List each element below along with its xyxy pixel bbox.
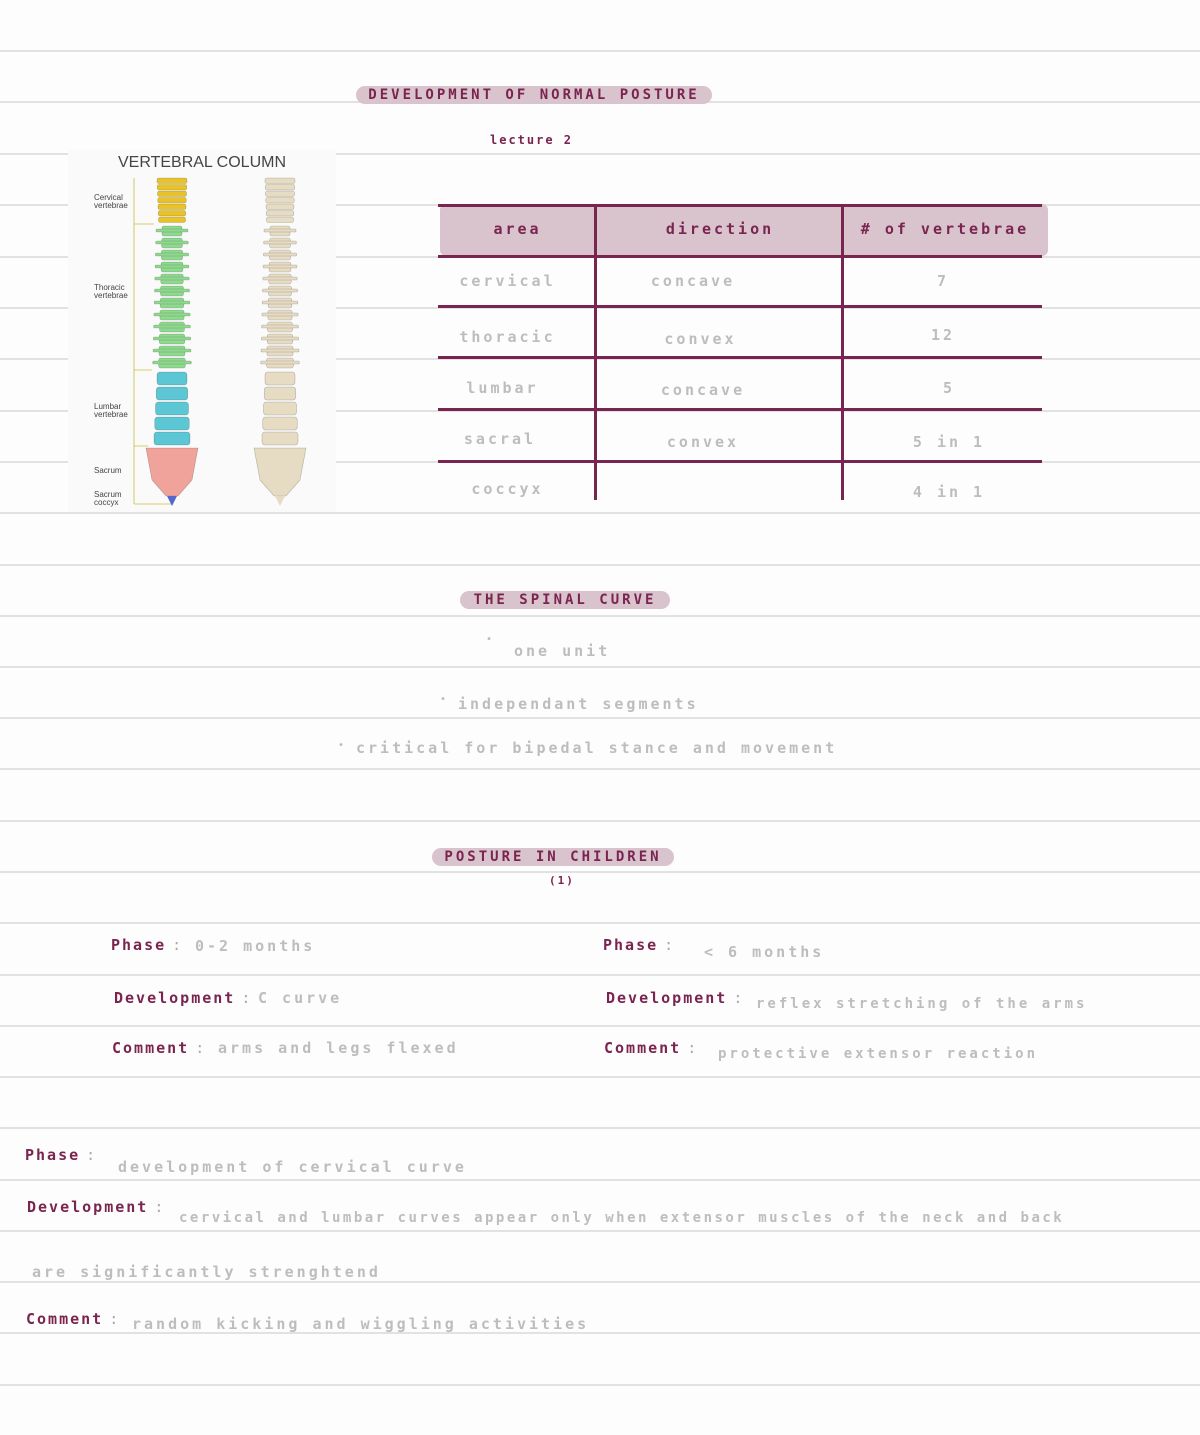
vertebra-cervical	[157, 185, 187, 191]
vertebra-process	[262, 301, 298, 304]
vertebra-lumbar	[157, 372, 187, 385]
vertebra-lumbar	[262, 432, 298, 445]
table-column-divider	[841, 204, 844, 500]
development-value: reflex stretching of the arms	[756, 996, 1088, 1012]
phase-value: < 6 months	[704, 943, 825, 961]
spinal-point: independant segments	[458, 695, 699, 713]
phase-value: 0-2 months	[195, 937, 316, 955]
vertebra-process	[263, 253, 296, 256]
vertebra-lumbar	[263, 417, 298, 430]
cell-direction: concave	[650, 272, 736, 290]
vertebra-cervical	[158, 198, 187, 204]
spinal-point: one unit	[514, 642, 611, 660]
vertebra-process	[153, 361, 192, 364]
vertebra-lumbar	[154, 432, 190, 445]
cell-area: lumbar	[466, 379, 539, 397]
phase-label: Phase :	[603, 936, 676, 954]
vertebral-column-figure	[68, 150, 336, 512]
vertebra-cervical	[266, 198, 295, 204]
vertebra-cervical	[265, 185, 295, 191]
cell-area: coccyx	[471, 480, 544, 498]
table-line	[438, 204, 1042, 207]
bullet-icon: •	[338, 740, 345, 751]
vertebra-process	[262, 313, 298, 316]
label-sacrum: Sacrum	[94, 466, 122, 475]
vertebra-process	[154, 301, 190, 304]
page-title: DEVELOPMENT OF NORMAL POSTURE	[356, 86, 712, 104]
comment-label: Comment :	[26, 1310, 121, 1328]
figure-title: VERTEBRAL COLUMN	[117, 154, 287, 171]
vertebra-cervical	[158, 204, 186, 210]
vertebra-process	[263, 277, 297, 280]
cell-direction: convex	[666, 433, 740, 451]
cell-area: thoracic	[459, 328, 556, 346]
vertebra-process	[264, 229, 296, 232]
table-line	[438, 305, 1042, 308]
sacrum-bone	[146, 448, 198, 496]
development-label: Development :	[27, 1198, 166, 1216]
vertebra-cervical	[266, 191, 295, 197]
vertebra-cervical	[267, 217, 294, 223]
spinal-point: critical for bipedal stance and movement	[356, 739, 838, 757]
vertebra-process	[262, 325, 299, 328]
vertebra-process	[156, 229, 188, 232]
vertebra-cervical	[158, 211, 186, 217]
phase-value: development of cervical curve	[118, 1158, 467, 1176]
spinal-curve-title: THE SPINAL CURVE	[460, 591, 670, 609]
vertebra-lumbar	[264, 402, 297, 415]
comment-value: random kicking and wiggling activities	[132, 1315, 590, 1333]
development-value: C curve	[258, 989, 343, 1007]
phase-label: Phase :	[111, 936, 184, 954]
label-cervical: Cervical vertebrae	[94, 193, 128, 210]
vertebra-cervical	[265, 178, 295, 184]
header-area: area	[493, 220, 542, 238]
vertebra-process	[155, 253, 188, 256]
development-label: Development :	[114, 989, 253, 1007]
development-continued: are significantly strenghtend	[32, 1263, 381, 1281]
cell-count: 5	[942, 379, 956, 397]
cell-count: 12	[930, 326, 956, 344]
comment-value: protective extensor reaction	[718, 1046, 1039, 1062]
header-vertebrae: # of vertebrae	[860, 220, 1030, 238]
vertebra-process	[154, 325, 191, 328]
label-lumbar: Lumbar vertebrae	[94, 402, 128, 419]
vertebra-lumbar	[156, 387, 188, 400]
label-thoracic: Thoracic vertebrae	[94, 283, 128, 300]
table-line	[438, 460, 1042, 463]
cell-count: 4 in 1	[912, 483, 986, 501]
table-line	[438, 356, 1042, 359]
development-value: cervical and lumbar curves appear only when extensor muscles of the neck and back	[179, 1210, 1065, 1226]
vertebra-cervical	[266, 211, 294, 217]
coccyx-bone	[275, 496, 285, 506]
vertebra-cervical	[157, 178, 187, 184]
header-direction: direction	[665, 220, 775, 238]
vertebra-process	[155, 277, 189, 280]
comment-label: Comment :	[604, 1039, 699, 1057]
vertebra-process	[264, 241, 297, 244]
vertebra-process	[155, 289, 190, 292]
spine-illustration	[68, 150, 336, 512]
bullet-icon: •	[486, 634, 493, 645]
cell-direction: convex	[664, 330, 737, 348]
section-subtitle: (1)	[549, 874, 575, 887]
vertebra-cervical	[158, 191, 187, 197]
vertebra-process	[261, 349, 299, 352]
vertebra-cervical	[159, 217, 186, 223]
lecture-label: lecture 2	[490, 133, 574, 147]
vertebra-process	[263, 289, 298, 292]
vertebra-process	[153, 349, 191, 352]
vertebra-process	[153, 337, 190, 340]
table-column-divider	[594, 204, 597, 500]
comment-value: arms and legs flexed	[218, 1039, 459, 1057]
comment-label: Comment :	[112, 1039, 207, 1057]
bullet-icon: •	[440, 694, 447, 705]
phase-label: Phase :	[25, 1146, 98, 1164]
vertebra-process	[155, 265, 189, 268]
coccyx-bone	[167, 496, 177, 506]
cell-area: sacral	[463, 430, 537, 448]
sacrum-bone	[254, 448, 306, 496]
vertebra-lumbar	[156, 402, 189, 415]
vertebra-lumbar	[265, 372, 295, 385]
vertebra-process	[156, 241, 189, 244]
cell-direction: concave	[660, 381, 746, 399]
label-coccyx: Sacrum coccyx	[94, 490, 122, 507]
vertebra-cervical	[266, 204, 294, 210]
cell-count: 5 in 1	[912, 433, 986, 451]
vertebra-lumbar	[264, 387, 296, 400]
vertebra-process	[261, 361, 300, 364]
cell-area: cervical	[459, 272, 556, 290]
vertebra-process	[263, 265, 297, 268]
vertebra-process	[154, 313, 190, 316]
vertebra-lumbar	[155, 417, 190, 430]
table-line	[438, 255, 1042, 258]
cell-count: 7	[936, 272, 950, 290]
posture-children-title: POSTURE IN CHILDREN	[432, 848, 674, 866]
table-line	[438, 408, 1042, 411]
vertebra-process	[261, 337, 298, 340]
development-label: Development :	[606, 989, 745, 1007]
